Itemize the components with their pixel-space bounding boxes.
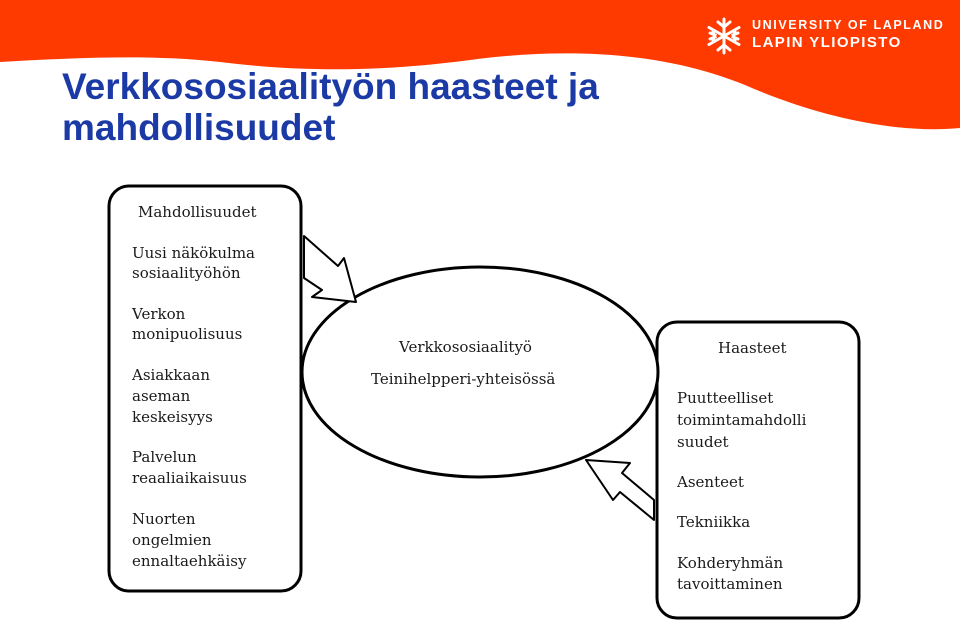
left-item-3-line-1: Asiakkaan — [132, 366, 210, 384]
center-label-line-2: Teinihelpperi-yhteisössä — [371, 370, 556, 388]
arrow-challenges — [586, 460, 654, 520]
left-item-3-line-3: keskeisyys — [132, 408, 213, 426]
right-item-1-line-1: Puutteelliset — [677, 389, 774, 407]
left-box-header: Mahdollisuudet — [138, 203, 257, 221]
left-item-1-line-2: sosiaalityöhön — [132, 264, 241, 282]
slide-title-line-2: mahdollisuudet — [62, 107, 336, 148]
right-item-3-line-1: Tekniikka — [677, 513, 751, 531]
left-item-5-line-1: Nuorten — [132, 510, 196, 528]
right-item-1-line-2: toimintamahdolli — [677, 411, 807, 429]
right-item-4-line-2: tavoittaminen — [677, 575, 783, 593]
slide-title-line-1: Verkkososiaalityön haasteet ja — [62, 66, 599, 107]
logo-text-english: UNIVERSITY OF LAPLAND — [752, 18, 945, 32]
left-item-1-line-1: Uusi näkökulma — [132, 244, 256, 262]
center-label-line-1: Verkkososiaalityö — [399, 338, 532, 356]
left-item-2-line-1: Verkon — [132, 305, 186, 323]
right-item-4-line-1: Kohderyhmän — [677, 554, 784, 572]
left-item-4-line-2: reaaliaikaisuus — [132, 469, 247, 487]
left-item-5-line-2: ongelmien — [132, 531, 212, 549]
logo-text-finnish: LAPIN YLIOPISTO — [752, 34, 902, 51]
left-item-3-line-2: aseman — [132, 387, 191, 405]
left-item-2-line-2: monipuolisuus — [132, 325, 243, 343]
right-item-1-line-3: suudet — [677, 433, 729, 451]
right-item-2-line-1: Asenteet — [677, 473, 744, 491]
left-item-4-line-1: Palvelun — [132, 448, 197, 466]
arrow-opportunities — [304, 236, 356, 302]
right-box-header: Haasteet — [718, 339, 787, 357]
left-item-5-line-3: ennaltaehkäisy — [132, 552, 247, 570]
